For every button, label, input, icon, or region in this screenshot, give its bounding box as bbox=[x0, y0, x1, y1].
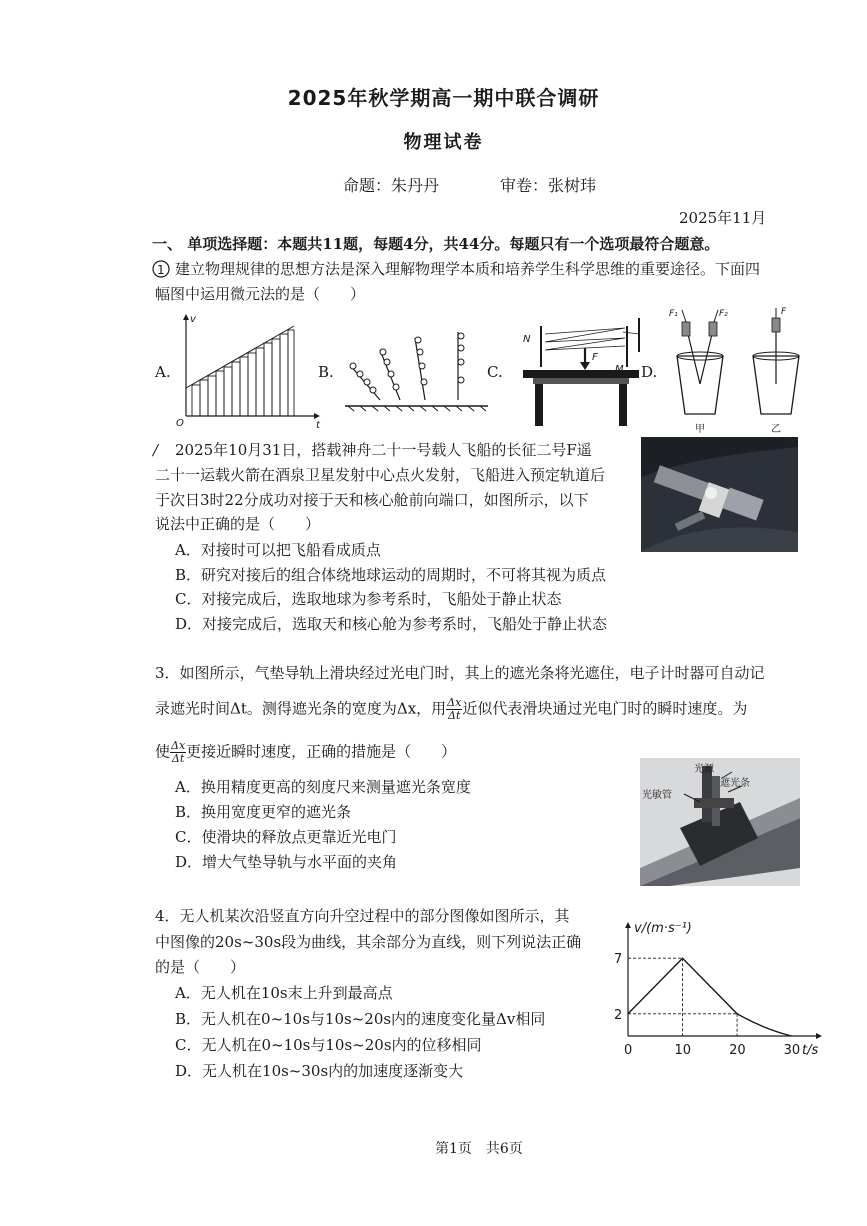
svg-text:1: 1 bbox=[157, 263, 165, 277]
spacecraft-docking-photo bbox=[641, 437, 798, 552]
fig-d-caption-2: 乙 bbox=[771, 424, 781, 435]
fig-d-f1-label: F₁ bbox=[669, 309, 678, 319]
q3-fraction-1 bbox=[446, 697, 462, 722]
question-number-1-icon bbox=[152, 259, 172, 279]
x-tick-label: 0 bbox=[624, 1043, 633, 1058]
q1-figure-c bbox=[515, 312, 645, 430]
q4-option-c: C．无人机在0~10s与10s~20s内的位移相同 bbox=[175, 1036, 482, 1054]
q3-option-c: C．使滑块的释放点更靠近光电门 bbox=[175, 828, 397, 846]
y-tick-label: 7 bbox=[614, 952, 623, 968]
fig-c-n-label: N bbox=[523, 334, 531, 345]
q4-stem-line2: 中图像的20s~30s段为曲线，其余部分为直线，则下列说法正确 bbox=[155, 933, 582, 951]
q3-fraction-1-den: Δt bbox=[448, 709, 461, 722]
x-tick-label: 10 bbox=[674, 1043, 692, 1058]
fig-a-t-label: t bbox=[316, 420, 320, 431]
y-tick-label: 2 bbox=[614, 1007, 623, 1023]
page-footer: 第1页 共6页 bbox=[435, 1141, 523, 1157]
q4-stem-line1: 4．无人机某次沿竖直方向升空过程中的部分图像如图所示，其 bbox=[155, 907, 570, 925]
q2-stem-line2: 二十一运载火箭在酒泉卫星发射中心点火发射，飞船进入预定轨道后 bbox=[155, 466, 606, 484]
q3-option-d: D．增大气垫导轨与水平面的夹角 bbox=[175, 853, 398, 871]
fig-q3-source-label: 光源 bbox=[694, 764, 714, 775]
fig-a-v-label: v bbox=[190, 314, 196, 325]
q1-option-b-label: B. bbox=[318, 363, 334, 381]
q1-figure-d bbox=[665, 304, 805, 454]
fig-d-caption-1: 甲 bbox=[695, 424, 705, 435]
x-axis-label: t/s bbox=[802, 1043, 819, 1058]
q3-stem-line3 bbox=[155, 740, 456, 765]
x-axis-arrow bbox=[816, 1033, 822, 1039]
q4-option-b: B．无人机在0~10s与10s~20s内的速度变化量Δv相同 bbox=[175, 1010, 546, 1028]
q1-option-d-label: D. bbox=[641, 363, 658, 381]
q3-stem-line3-part2: 更接近瞬时速度，正确的措施是（ ） bbox=[186, 742, 457, 761]
q1-option-a-label: A. bbox=[155, 363, 171, 381]
q2-option-a: A．对接时可以把飞船看成质点 bbox=[175, 541, 381, 559]
velocity-time-chart bbox=[606, 918, 824, 1064]
question-number-2-mark: / bbox=[153, 441, 159, 459]
subject-title: 物理试卷 bbox=[403, 132, 484, 153]
exam-title: 2025年秋学期高一期中联合调研 bbox=[287, 86, 600, 110]
y-axis-label: v/(m·s⁻¹) bbox=[634, 921, 692, 936]
q4-stem-line3: 的是（ ） bbox=[155, 958, 246, 976]
q2-option-d: D．对接完成后，选取天和核心舱为参考系时，飞船处于静止状态 bbox=[175, 615, 608, 633]
q3-stem-line2-part2: 近似代表滑块通过光电门时的瞬时速度。为 bbox=[462, 699, 748, 718]
air-track-photo bbox=[640, 758, 800, 886]
x-tick-label: 30 bbox=[783, 1043, 801, 1058]
q2-stem-line1: 2025年10月31日，搭载神舟二十一号载人飞船的长征二号F遥 bbox=[175, 441, 592, 459]
section-heading: 一、 单项选择题：本题共11题，每题4分，共44分。每题只有一个选项最符合题意。 bbox=[152, 235, 720, 253]
x-tick-label: 20 bbox=[729, 1043, 746, 1058]
exam-date: 2025年11月 bbox=[679, 209, 767, 227]
fig-c-m-label: M bbox=[615, 364, 624, 375]
reviewer-label: 审卷：张树玮 bbox=[500, 176, 597, 195]
fig-d-f2-label: F₂ bbox=[719, 309, 728, 319]
q3-option-b: B．换用宽度更窄的遮光条 bbox=[175, 803, 352, 821]
q3-stem-line1: 3．如图所示，气垫导轨上滑块经过光电门时，其上的遮光条将光遮住，电子计时器可自动记 bbox=[155, 664, 765, 682]
q3-stem-line2 bbox=[155, 697, 747, 722]
q2-option-c: C．对接完成后，选取地球为参考系时，飞船处于静止状态 bbox=[175, 590, 562, 608]
author-label: 命题：朱丹丹 bbox=[343, 176, 440, 195]
fig-c-f-label: F bbox=[592, 352, 598, 363]
q1-option-c-label: C. bbox=[487, 363, 503, 381]
q4-option-a: A．无人机在10s末上升到最高点 bbox=[175, 984, 393, 1002]
q4-option-d: D．无人机在10s~30s内的加速度逐渐变大 bbox=[175, 1062, 464, 1080]
q3-fraction-2-den: Δt bbox=[171, 752, 185, 765]
fig-q3-sensor-label: 光敏管 bbox=[642, 790, 672, 801]
q1-stem-line2: 幅图中运用微元法的是（ ） bbox=[155, 285, 366, 303]
q3-stem-line3-part1: 使 bbox=[155, 742, 171, 761]
q1-figure-b bbox=[340, 330, 490, 412]
q3-stem-line2-part1: 录遮光时间Δt。测得遮光条的宽度为Δx，用 bbox=[155, 699, 447, 718]
q1-figure-a bbox=[174, 312, 322, 431]
q2-stem-line3: 于次日3时22分成功对接于天和核心舱前向端口，如图所示，以下 bbox=[155, 491, 589, 509]
q3-fraction-1-num: Δx bbox=[447, 696, 462, 709]
q1-stem-line1: 建立物理规律的思想方法是深入理解物理学本质和培养学生科学思维的重要途径。下面四 bbox=[175, 260, 761, 278]
fig-a-origin-label: O bbox=[176, 418, 184, 429]
fig-d-f-label: F bbox=[781, 307, 787, 317]
q2-option-b: B．研究对接后的组合体绕地球运动的周期时，不可将其视为质点 bbox=[175, 566, 607, 584]
y-axis-arrow bbox=[625, 922, 631, 928]
q3-fraction-2 bbox=[170, 740, 186, 765]
q3-fraction-2-num: Δx bbox=[171, 739, 186, 752]
q3-option-a: A．换用精度更高的刻度尺来测量遮光条宽度 bbox=[175, 778, 471, 796]
q2-stem-line4: 说法中正确的是（ ） bbox=[155, 515, 321, 533]
series-line bbox=[628, 958, 792, 1036]
fig-q3-strip-label: 遮光条 bbox=[720, 778, 750, 789]
